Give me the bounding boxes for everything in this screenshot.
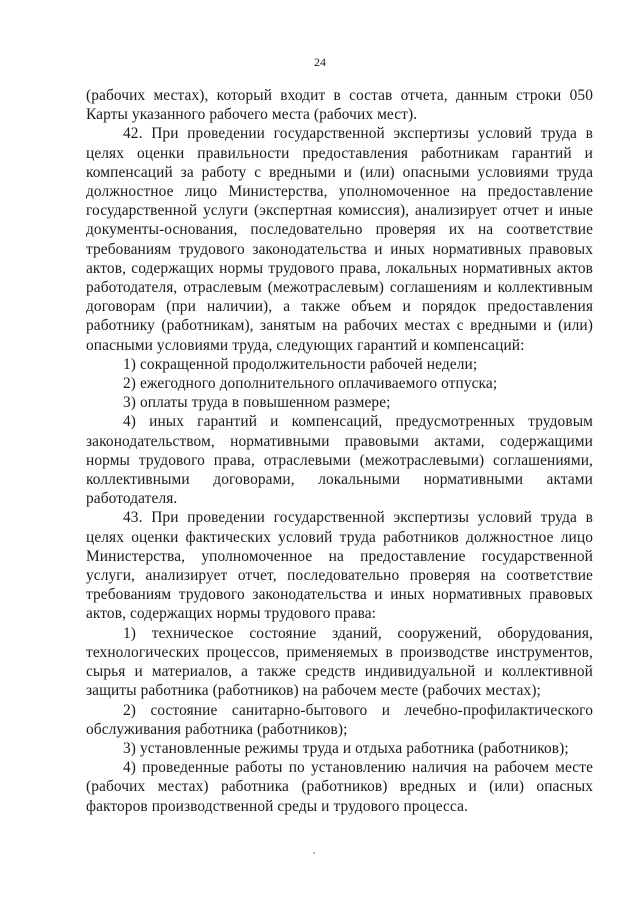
paragraph-clause-42: 42. При проведении государственной экспертизы условий труда в целях оценки правильности предоставления работникам гарантий и компенсаций за работу с вредными и (или) опасными условиями труда должностное лицо Министерства, уполномоченное на предоставление государственной услуги (экспертная комиссия), анализирует отчет и иные документы-основания, последовательно проверяя их на соответствие требованиям трудового законодательства и иных нормативных правовых актов, содержащих нормы трудового права, локальных нормативных актов работодателя, отраслевым (межотраслевым) соглашениям и коллективным договорам (при наличии), а также объем и порядок предоставления работнику (работникам), занятым на рабочих местах с вредными и (или) опасными условиями труда, следующих гарантий и компенсаций: [86, 125, 593, 354]
list-item-43-1: 1) техническое состояние зданий, сооружений, оборудования, технологических процессов, применяемых в производстве инструментов, сырья и материалов, а также средств индивидуальной и коллективной защиты работника (работников) на рабочем месте (рабочих местах); [86, 624, 593, 700]
list-item-42-1: 1) сокращенной продолжительности рабочей недели; [123, 355, 478, 373]
list-item-42-4: 4) иных гарантий и компенсаций, предусмотренных трудовым законодательством, нормативными правовыми актами, содержащими нормы трудового права, отраслевыми (межотраслевыми) соглашениями, коллективными договорами, локальными нормативными актами работодателя. [86, 413, 593, 508]
document-body [86, 86, 593, 816]
list-item-42-2: 2) ежегодного дополнительного оплачиваемого отпуска; [123, 375, 498, 393]
list-item-42-3: 3) оплаты труда в повышенном размере; [123, 394, 391, 412]
list-item-43-4: 4) проведенные работы по установлению наличия на рабочем месте (рабочих местах) работника (работников) вредных и (или) опасных факторов производственной среды и трудового процесса. [86, 759, 593, 815]
paragraph-continuation: (рабочих местах), который входит в состав отчета, данным строки 050 Карты указанного рабочего места (рабочих мест). [86, 87, 593, 124]
scan-speck [313, 852, 315, 854]
paragraph-clause-43: 43. При проведении государственной экспертизы условий труда в целях оценки фактических условий труда работников должностное лицо Министерства, уполномоченное на предоставление государственной услуги, анализирует отчет, последовательно проверяя на соответствие требованиям трудового законодательства и иных нормативных правовых актов, содержащих нормы трудового права: [86, 509, 593, 623]
page-number: 24 [314, 55, 326, 69]
list-item-43-2: 2) состояние санитарно-бытового и лечебно-профилактического обслуживания работника (работников); [86, 701, 593, 738]
list-item-43-3: 3) установленные режимы труда и отдыха работника (работников); [123, 739, 569, 757]
